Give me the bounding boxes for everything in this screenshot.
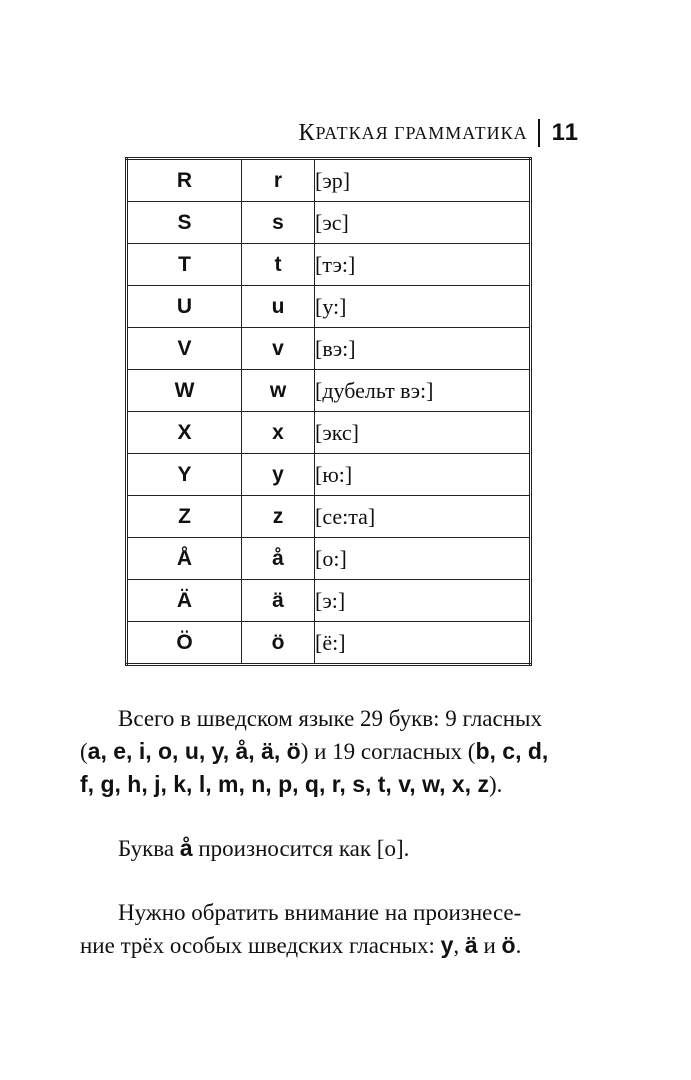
pronunciation: [э:]	[315, 580, 531, 622]
consonant-list-part2: f, g, h, j, k, l, m, n, p, q, r, s, t, v, w, x, z	[80, 771, 489, 797]
pronunciation: [у:]	[315, 286, 531, 328]
uppercase-letter: V	[127, 328, 242, 370]
lowercase-letter: r	[242, 159, 315, 202]
table-row	[127, 244, 531, 286]
pronunciation: [о:]	[315, 538, 531, 580]
lowercase-letter: s	[242, 202, 315, 244]
table-row	[127, 159, 531, 202]
pronunciation: [тэ:]	[315, 244, 531, 286]
uppercase-letter: Ä	[127, 580, 242, 622]
comma: ,	[453, 933, 465, 958]
uppercase-letter: Z	[127, 496, 242, 538]
lowercase-letter: ä	[242, 580, 315, 622]
pronunciation: [се:та]	[315, 496, 531, 538]
uppercase-letter: T	[127, 244, 242, 286]
lowercase-letter: t	[242, 244, 315, 286]
pronunciation: [ё:]	[315, 622, 531, 665]
table-row	[127, 454, 531, 496]
table-row	[127, 496, 531, 538]
alphabet-table	[125, 157, 532, 666]
vowel-list: a, e, i, o, u, y, å, ä, ö	[87, 738, 301, 764]
uppercase-letter: Å	[127, 538, 242, 580]
uppercase-letter: X	[127, 412, 242, 454]
pronunciation: [вэ:]	[315, 328, 531, 370]
paragraph-letter-count	[80, 702, 595, 801]
pronunciation: [ю:]	[315, 454, 531, 496]
uppercase-letter: S	[127, 202, 242, 244]
letter-a-umlaut: ä	[464, 932, 478, 958]
paragraph3-line2: ние трёх особых шведских гласных:	[80, 933, 441, 958]
paragraph-intro: Всего в шведском языке 29 букв: 9 гласных	[118, 706, 542, 731]
paragraph2-after: произносится как [о].	[192, 836, 410, 861]
conjunction: и	[477, 933, 502, 958]
table-row	[127, 538, 531, 580]
running-header	[298, 117, 579, 149]
lowercase-letter: z	[242, 496, 315, 538]
period: .	[515, 933, 522, 958]
letter-o-umlaut: ö	[501, 932, 516, 958]
header-title: РАТКАЯ ГРАММАТИКА	[315, 123, 528, 143]
table-row	[127, 580, 531, 622]
lowercase-letter: w	[242, 370, 315, 412]
paragraph-middle: ) и 19 согласных (	[300, 739, 476, 764]
pronunciation: [эр]	[315, 159, 531, 202]
letter-a-ring: å	[179, 835, 193, 861]
lowercase-letter: x	[242, 412, 315, 454]
table-row	[127, 622, 531, 665]
paragraph2-before: Буква	[118, 836, 180, 861]
pronunciation: [экс]	[315, 412, 531, 454]
alphabet-table-body	[127, 159, 531, 665]
header-separator	[538, 119, 540, 147]
table-row	[127, 286, 531, 328]
table-row	[127, 202, 531, 244]
uppercase-letter: R	[127, 159, 242, 202]
uppercase-letter: U	[127, 286, 242, 328]
paragraph-close: ).	[488, 772, 503, 797]
uppercase-letter: W	[127, 370, 242, 412]
letter-y: y	[440, 932, 454, 958]
uppercase-letter: Y	[127, 454, 242, 496]
lowercase-letter: ö	[242, 622, 315, 665]
table-row	[127, 412, 531, 454]
open-paren: (	[80, 739, 88, 764]
page-number: 11	[551, 119, 579, 146]
lowercase-letter: v	[242, 328, 315, 370]
lowercase-letter: y	[242, 454, 315, 496]
lowercase-letter: u	[242, 286, 315, 328]
table-row	[127, 328, 531, 370]
uppercase-letter: Ö	[127, 622, 242, 665]
header-title-initial: К	[298, 120, 316, 146]
paragraph-a-ring	[80, 832, 595, 865]
pronunciation: [дубельт вэ:]	[315, 370, 531, 412]
pronunciation: [эс]	[315, 202, 531, 244]
paragraph3-line1: Нужно обратить внимание на произнесе-	[118, 900, 522, 925]
lowercase-letter: å	[242, 538, 315, 580]
consonant-list-part1: b, c, d,	[475, 738, 549, 764]
paragraph-special-vowels	[80, 896, 595, 962]
table-row	[127, 370, 531, 412]
